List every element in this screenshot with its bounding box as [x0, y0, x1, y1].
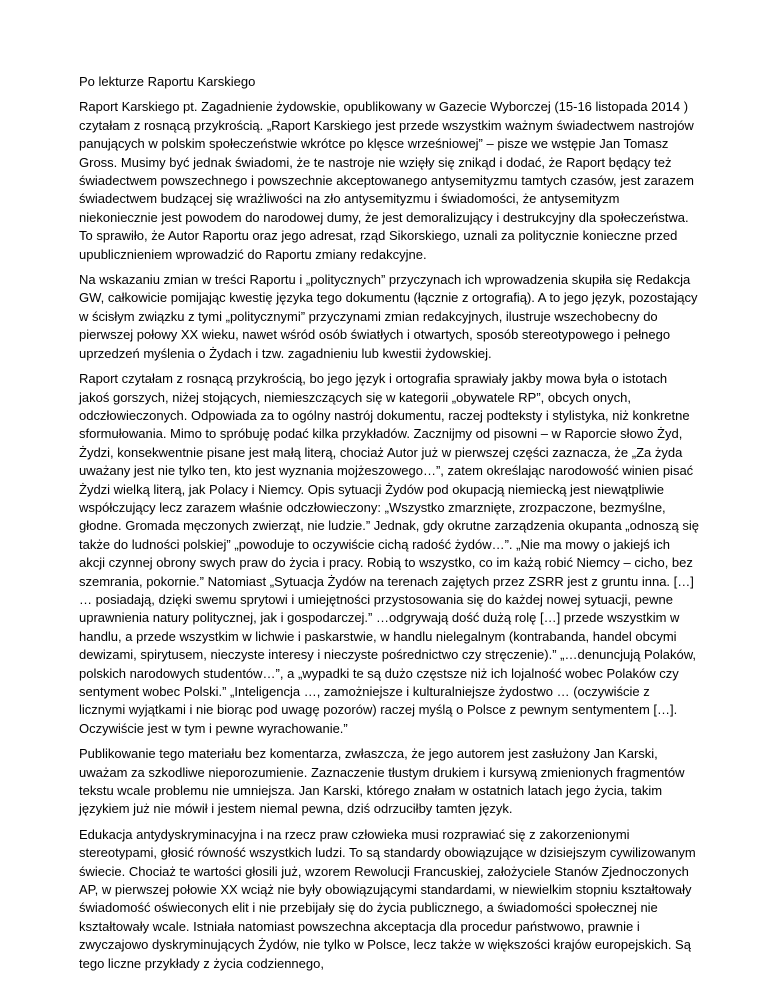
paragraph-1: Raport Karskiego pt. Zagadnienie żydowskie, opublikowany w Gazecie Wyborczej (15-16 listopada 2014 ) czytałam z rosnącą przykrością. „Raport Karskiego jest przede wszystkim ważnym świadectwem nastrojów panujących w polskim społeczeństwie wkrótce po klęsce wrześniowej” – pisze we wstępie Jan Tomasz Gross. Musimy być jednak świadomi, że te nastroje nie wzięły się znikąd i dodać, że Raport będący też świadectwem powszechnego i powszechnie akceptowanego antysemityzmu tamtych czasów, jest zarazem świadectwem budzącej się wrażliwości na zło antysemityzmu i świadomości, że antysemityzm niekoniecznie jest powodem do narodowej dumy, że jest demoralizujący i destrukcyjny dla społeczeństwa. To sprawiło, że Autor Raportu oraz jego adresat, rząd Sikorskiego, uznali za politycznie konieczne przed upublicznieniem wprowadzić do Raportu zmiany redakcyjne. — [79, 99, 694, 262]
document-title: Po lekturze Raportu Karskiego — [79, 74, 256, 89]
paragraph-5: Edukacja antydyskryminacyjna i na rzecz praw człowieka musi rozprawiać się z zakorzenionymi stereotypami, głosić równość wszystkich ludzi. To są standardy obowiązujące w dzisiejszym cywilizowanym świecie. Chociaż te wartości głosili już, wzorem Rewolucji Francuskiej, założyciele Stanów Zjednoczonych AP, w pierwszej połowie XX wciąż nie były obowiązującymi standardami, w niewielkim stopniu kształtowały świadomość oświeconych elit i nie przebijały się do życia publicznego, a świadomości społecznej nie kształtowały wcale. Istniała natomiast powszechna akceptacja dla procedur państwowo, prawnie i zwyczajowo dyskryminujących Żydów, nie tylko w Polsce, lecz także w większości krajów europejskich. Są tego liczne przykłady z życia codziennego, — [79, 826, 696, 971]
paragraph-3: Raport czytałam z rosnącą przykrością, bo jego język i ortografia sprawiały jakby mowa była o istotach jakoś gorszych, niżej stojących, niemieszczących się w kategorii „obywatele RP”, obcych onych, odczłowieczonych. Odpowiada za to ogólny nastrój dokumentu, raczej podteksty i stylistyka, niż konkretne sformułowania. Mimo to spróbuję podać kilka przykładów. Zacznijmy od pisowni – w Raporcie słowo Żyd, Żydzi, konsekwentnie pisane jest małą literą, chociaż Autor już w pierwszej części zaznacza, że „Za żyda uważany jest nie tylko ten, kto jest wyznania mojżeszowego…”, zatem określając narodowość winien pisać Żydzi wielką literą, jak Polacy i Niemcy. Opis sytuacji Żydów pod okupacją niemiecką jest niewątpliwie współczujący lecz zarazem właśnie odczłowieczony: „Wszystko zmarznięte, zrozpaczone, bezmyślne, głodne. Gromada męczonych zwierząt, nie ludzie.” Jednak, gdy okrutne zarządzenia okupanta „odnoszą się także do ludności polskiej” „powoduje to oczywiście cichą radość żydów…”. „Nie ma mowy o jakiejś ich akcji czynnej obrony swych praw do życia i pracy. Robią to wszystko, co im każą robić Niemcy – cicho, bez szemrania, pokornie.” Natomiast „Sytuacja Żydów na terenach zajętych przez ZSRR jest z gruntu inna. […] … posiadają, dzięki swemu sprytowi i umiejętności przystosowania się do każdej nowej sytuacji, pewne uprawnienia natury politycznej, jak i gospodarczej.” …odgrywają dość dużą rolę […] przede wszystkim w handlu, a przede wszystkim w lichwie i paskarstwie, w handlu nielegalnym (kontrabanda, handel obcymi dewizami, spirytusem, nieczyste interesy i nieczyste pośrednictwo czy stręczenie).” „…denuncjują Polaków, polskich narodowych studentów…”, a „wypadki te są dużo częstsze niż ich lojalność wobec Polaków czy sentyment wobec Polski.” „Inteligencja …, zamożniejsze i kulturalniejsze żydostwo … (oczywiście z licznymi wyjątkami i nie biorąc pod uwagę pozorów) raczej myślą o Polsce z pewnym sentymentem […]. Oczywiście jest w tym i pewne wyrachowanie.” — [79, 371, 700, 736]
paragraph-4: Publikowanie tego materiału bez komentarza, zwłaszcza, że jego autorem jest zasłużony Jan Karski, uważam za szkodliwe nieporozumienie. Zaznaczenie tłustym drukiem i kursywą zmienionych fragmentów tekstu wcale problemu nie umniejsza. Jan Karski, którego znałam w ostatnich latach jego życia, takim językiem już nie mówił i jestem niemal pewna, dziś odrzuciłby tamten język. — [79, 746, 685, 817]
document-page — [79, 73, 699, 980]
paragraph-2: Na wskazaniu zmian w treści Raportu i „politycznych” przyczynach ich wprowadzenia skupiła się Redakcja GW, całkowicie pomijając kwestię języka tego dokumentu (łącznie z ortografią). A to jego język, pozostający w ścisłym związku z tymi „politycznymi” przyczynami zmian redakcyjnych, ilustruje wszechobecny do pierwszej połowy XX wieku, nawet wśród osób światłych i otwartych, sposób stereotypowego i pełnego uprzedzeń myślenia o Żydach i tzw. zagadnieniu lub kwestii żydowskiej. — [79, 272, 698, 361]
